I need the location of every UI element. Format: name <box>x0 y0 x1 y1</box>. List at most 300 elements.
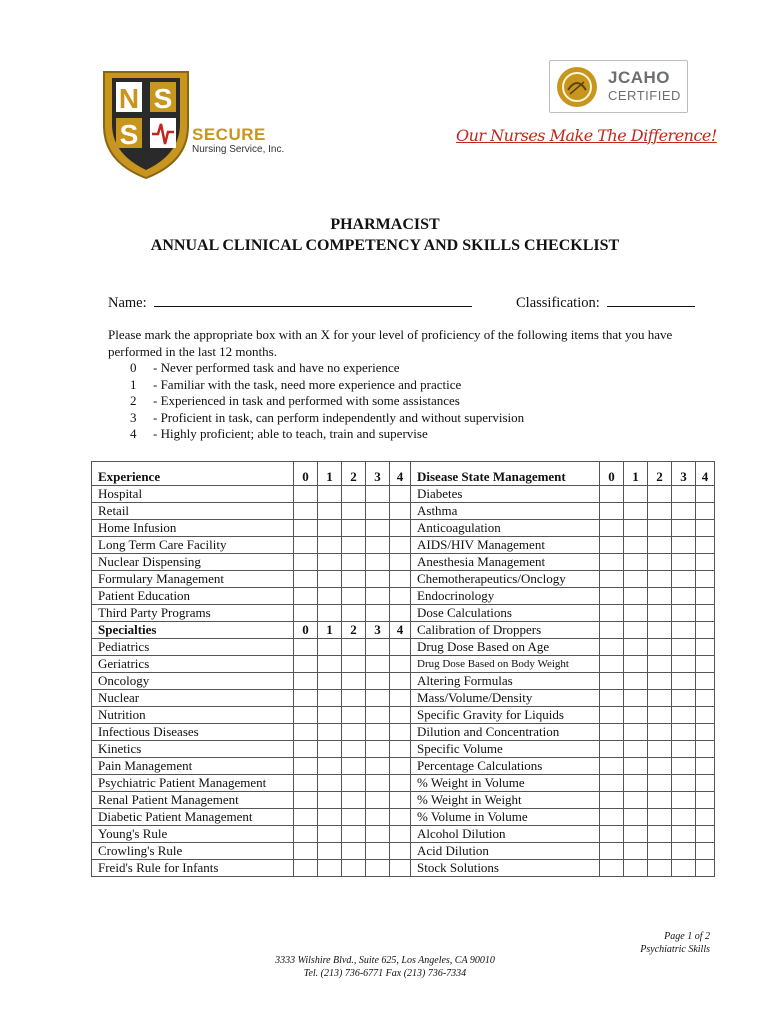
proficiency-checkbox[interactable] <box>318 639 342 656</box>
proficiency-checkbox[interactable] <box>696 741 715 758</box>
proficiency-checkbox[interactable] <box>648 673 672 690</box>
proficiency-checkbox[interactable] <box>366 758 390 775</box>
proficiency-checkbox[interactable] <box>648 690 672 707</box>
level-header: 3 <box>366 622 390 639</box>
proficiency-checkbox[interactable] <box>390 503 411 520</box>
proficiency-checkbox[interactable] <box>696 707 715 724</box>
proficiency-checkbox[interactable] <box>624 741 648 758</box>
proficiency-checkbox[interactable] <box>366 571 390 588</box>
proficiency-checkbox[interactable] <box>696 554 715 571</box>
table-row <box>92 673 715 690</box>
proficiency-checkbox[interactable] <box>624 826 648 843</box>
proficiency-checkbox[interactable] <box>648 724 672 741</box>
logo-letter-s-top: S <box>153 83 173 114</box>
skill-label-right: Mass/Volume/Density <box>411 690 600 707</box>
proficiency-checkbox[interactable] <box>600 588 624 605</box>
proficiency-checkbox[interactable] <box>342 503 366 520</box>
proficiency-checkbox[interactable] <box>648 809 672 826</box>
proficiency-checkbox[interactable] <box>672 792 696 809</box>
footer-address <box>0 954 770 980</box>
proficiency-checkbox[interactable] <box>624 503 648 520</box>
proficiency-checkbox[interactable] <box>294 741 318 758</box>
proficiency-checkbox[interactable] <box>672 843 696 860</box>
proficiency-checkbox[interactable] <box>624 673 648 690</box>
proficiency-checkbox[interactable] <box>390 571 411 588</box>
proficiency-checkbox[interactable] <box>294 656 318 673</box>
skill-label-left: Freid's Rule for Infants <box>92 860 294 877</box>
proficiency-checkbox[interactable] <box>672 520 696 537</box>
proficiency-checkbox[interactable] <box>672 741 696 758</box>
skill-label-right: Drug Dose Based on Body Weight <box>411 656 600 673</box>
proficiency-checkbox[interactable] <box>342 656 366 673</box>
logo-letter-n: N <box>118 83 140 114</box>
proficiency-checkbox[interactable] <box>390 520 411 537</box>
proficiency-checkbox[interactable] <box>624 758 648 775</box>
proficiency-checkbox[interactable] <box>342 588 366 605</box>
specialties-header: Specialties <box>92 622 294 639</box>
proficiency-checkbox[interactable] <box>672 571 696 588</box>
proficiency-checkbox[interactable] <box>648 656 672 673</box>
proficiency-checkbox[interactable] <box>624 639 648 656</box>
proficiency-checkbox[interactable] <box>366 690 390 707</box>
proficiency-checkbox[interactable] <box>366 503 390 520</box>
proficiency-checkbox[interactable] <box>600 622 624 639</box>
proficiency-checkbox[interactable] <box>696 571 715 588</box>
proficiency-checkbox[interactable] <box>318 809 342 826</box>
skill-label-right: Dose Calculations <box>411 605 600 622</box>
proficiency-checkbox[interactable] <box>672 690 696 707</box>
proficiency-checkbox[interactable] <box>342 792 366 809</box>
skill-label-left: Psychiatric Patient Management <box>92 775 294 792</box>
proficiency-checkbox[interactable] <box>342 843 366 860</box>
proficiency-checkbox[interactable] <box>648 860 672 877</box>
proficiency-checkbox[interactable] <box>390 639 411 656</box>
table-row <box>92 503 715 520</box>
proficiency-checkbox[interactable] <box>390 605 411 622</box>
proficiency-checkbox[interactable] <box>318 690 342 707</box>
proficiency-checkbox[interactable] <box>624 860 648 877</box>
proficiency-checkbox[interactable] <box>648 571 672 588</box>
proficiency-checkbox[interactable] <box>342 571 366 588</box>
proficiency-checkbox[interactable] <box>696 486 715 503</box>
proficiency-checkbox[interactable] <box>390 843 411 860</box>
proficiency-checkbox[interactable] <box>366 673 390 690</box>
proficiency-checkbox[interactable] <box>366 843 390 860</box>
proficiency-checkbox[interactable] <box>390 656 411 673</box>
proficiency-checkbox[interactable] <box>696 758 715 775</box>
proficiency-checkbox[interactable] <box>342 554 366 571</box>
proficiency-checkbox[interactable] <box>390 809 411 826</box>
proficiency-checkbox[interactable] <box>318 537 342 554</box>
proficiency-checkbox[interactable] <box>294 486 318 503</box>
proficiency-checkbox[interactable] <box>366 639 390 656</box>
proficiency-checkbox[interactable] <box>318 860 342 877</box>
proficiency-checkbox[interactable] <box>342 860 366 877</box>
scale-item: 0 - Never performed task and have no experience <box>130 360 400 375</box>
skill-label-right: Alcohol Dilution <box>411 826 600 843</box>
proficiency-checkbox[interactable] <box>624 537 648 554</box>
proficiency-checkbox[interactable] <box>648 843 672 860</box>
proficiency-checkbox[interactable] <box>648 775 672 792</box>
proficiency-checkbox[interactable] <box>672 673 696 690</box>
proficiency-checkbox[interactable] <box>342 520 366 537</box>
proficiency-checkbox[interactable] <box>294 520 318 537</box>
proficiency-checkbox[interactable] <box>390 826 411 843</box>
table-row <box>92 724 715 741</box>
proficiency-checkbox[interactable] <box>342 809 366 826</box>
proficiency-checkbox[interactable] <box>366 520 390 537</box>
proficiency-checkbox[interactable] <box>600 741 624 758</box>
skill-label-left: Nutrition <box>92 707 294 724</box>
proficiency-checkbox[interactable] <box>672 503 696 520</box>
proficiency-checkbox[interactable] <box>318 571 342 588</box>
proficiency-checkbox[interactable] <box>600 486 624 503</box>
table-row <box>92 809 715 826</box>
skill-label-right: % Weight in Weight <box>411 792 600 809</box>
proficiency-checkbox[interactable] <box>672 758 696 775</box>
proficiency-checkbox[interactable] <box>318 520 342 537</box>
scale-item: 3 - Proficient in task, can perform independently and without supervision <box>130 409 525 425</box>
proficiency-checkbox[interactable] <box>294 826 318 843</box>
proficiency-checkbox[interactable] <box>672 707 696 724</box>
skill-label-left: Renal Patient Management <box>92 792 294 809</box>
proficiency-checkbox[interactable] <box>318 741 342 758</box>
logo-subname: Nursing Service, Inc. <box>192 144 285 155</box>
proficiency-checkbox[interactable] <box>648 741 672 758</box>
proficiency-checkbox[interactable] <box>294 588 318 605</box>
proficiency-checkbox[interactable] <box>366 724 390 741</box>
proficiency-checkbox[interactable] <box>648 554 672 571</box>
proficiency-checkbox[interactable] <box>648 503 672 520</box>
proficiency-checkbox[interactable] <box>696 673 715 690</box>
skill-label-right: AIDS/HIV Management <box>411 537 600 554</box>
proficiency-checkbox[interactable] <box>318 605 342 622</box>
proficiency-checkbox[interactable] <box>648 639 672 656</box>
proficiency-checkbox[interactable] <box>366 775 390 792</box>
proficiency-checkbox[interactable] <box>672 656 696 673</box>
skills-checklist-table <box>91 461 715 877</box>
skill-label-right: Stock Solutions <box>411 860 600 877</box>
level-header: 3 <box>672 469 696 486</box>
proficiency-checkbox[interactable] <box>294 775 318 792</box>
proficiency-checkbox[interactable] <box>342 826 366 843</box>
proficiency-checkbox[interactable] <box>390 707 411 724</box>
proficiency-checkbox[interactable] <box>390 588 411 605</box>
proficiency-checkbox[interactable] <box>366 486 390 503</box>
proficiency-checkbox[interactable] <box>672 860 696 877</box>
proficiency-checkbox[interactable] <box>648 826 672 843</box>
skill-label-right: Acid Dilution <box>411 843 600 860</box>
proficiency-checkbox[interactable] <box>366 826 390 843</box>
proficiency-checkbox[interactable] <box>672 588 696 605</box>
table-row <box>92 775 715 792</box>
table-row <box>92 486 715 503</box>
proficiency-checkbox[interactable] <box>600 792 624 809</box>
proficiency-checkbox[interactable] <box>294 724 318 741</box>
proficiency-checkbox[interactable] <box>696 537 715 554</box>
skill-label-left: Crowling's Rule <box>92 843 294 860</box>
proficiency-checkbox[interactable] <box>672 537 696 554</box>
proficiency-checkbox[interactable] <box>318 588 342 605</box>
proficiency-checkbox[interactable] <box>624 605 648 622</box>
proficiency-checkbox[interactable] <box>600 503 624 520</box>
level-header: 1 <box>624 469 648 486</box>
proficiency-checkbox[interactable] <box>294 860 318 877</box>
proficiency-checkbox[interactable] <box>342 707 366 724</box>
proficiency-checkbox[interactable] <box>294 537 318 554</box>
proficiency-checkbox[interactable] <box>624 792 648 809</box>
skill-label-right: Anesthesia Management <box>411 554 600 571</box>
proficiency-checkbox[interactable] <box>600 809 624 826</box>
proficiency-checkbox[interactable] <box>600 520 624 537</box>
proficiency-checkbox[interactable] <box>366 588 390 605</box>
page-label: Page 1 of 2 <box>664 931 710 942</box>
proficiency-checkbox[interactable] <box>318 724 342 741</box>
table-header-row <box>92 469 715 486</box>
proficiency-checkbox[interactable] <box>648 758 672 775</box>
proficiency-checkbox[interactable] <box>696 588 715 605</box>
proficiency-checkbox[interactable] <box>624 809 648 826</box>
proficiency-checkbox[interactable] <box>342 537 366 554</box>
proficiency-checkbox[interactable] <box>672 775 696 792</box>
proficiency-checkbox[interactable] <box>672 605 696 622</box>
proficiency-checkbox[interactable] <box>318 843 342 860</box>
proficiency-checkbox[interactable] <box>294 809 318 826</box>
skill-label-left: Kinetics <box>92 741 294 758</box>
skill-label-left: Long Term Care Facility <box>92 537 294 554</box>
proficiency-checkbox[interactable] <box>366 707 390 724</box>
proficiency-checkbox[interactable] <box>696 690 715 707</box>
proficiency-checkbox[interactable] <box>294 673 318 690</box>
proficiency-checkbox[interactable] <box>648 486 672 503</box>
proficiency-checkbox[interactable] <box>600 843 624 860</box>
proficiency-checkbox[interactable] <box>318 707 342 724</box>
proficiency-checkbox[interactable] <box>390 486 411 503</box>
proficiency-checkbox[interactable] <box>318 503 342 520</box>
proficiency-checkbox[interactable] <box>672 554 696 571</box>
proficiency-checkbox[interactable] <box>294 690 318 707</box>
proficiency-checkbox[interactable] <box>648 707 672 724</box>
proficiency-checkbox[interactable] <box>648 605 672 622</box>
logo-name: SECURE <box>192 125 266 144</box>
proficiency-checkbox[interactable] <box>648 537 672 554</box>
skill-label-left: Formulary Management <box>92 571 294 588</box>
proficiency-checkbox[interactable] <box>624 656 648 673</box>
proficiency-checkbox[interactable] <box>366 605 390 622</box>
proficiency-checkbox[interactable] <box>624 622 648 639</box>
table-row <box>92 690 715 707</box>
proficiency-checkbox[interactable] <box>390 673 411 690</box>
table-row <box>92 843 715 860</box>
proficiency-checkbox[interactable] <box>366 792 390 809</box>
proficiency-checkbox[interactable] <box>624 724 648 741</box>
proficiency-checkbox[interactable] <box>600 758 624 775</box>
proficiency-checkbox[interactable] <box>366 554 390 571</box>
proficiency-checkbox[interactable] <box>672 486 696 503</box>
table-row <box>92 826 715 843</box>
proficiency-checkbox[interactable] <box>600 724 624 741</box>
proficiency-checkbox[interactable] <box>342 724 366 741</box>
company-logo <box>100 66 290 182</box>
level-header: 0 <box>294 469 318 486</box>
jcaho-title: JCAHO <box>608 68 671 87</box>
proficiency-checkbox[interactable] <box>600 690 624 707</box>
proficiency-checkbox[interactable] <box>318 656 342 673</box>
proficiency-checkbox[interactable] <box>294 571 318 588</box>
skill-label-right: % Volume in Volume <box>411 809 600 826</box>
proficiency-checkbox[interactable] <box>696 520 715 537</box>
proficiency-checkbox[interactable] <box>696 724 715 741</box>
proficiency-checkbox[interactable] <box>390 758 411 775</box>
proficiency-checkbox[interactable] <box>696 843 715 860</box>
proficiency-checkbox[interactable] <box>696 503 715 520</box>
level-header: 1 <box>318 622 342 639</box>
page-number <box>640 930 710 956</box>
proficiency-checkbox[interactable] <box>672 622 696 639</box>
proficiency-checkbox[interactable] <box>366 656 390 673</box>
skill-label-right: Calibration of Droppers <box>411 622 600 639</box>
proficiency-checkbox[interactable] <box>624 588 648 605</box>
proficiency-checkbox[interactable] <box>672 724 696 741</box>
tagline: Our Nurses Make The Difference! <box>456 126 717 145</box>
skill-label-left: Young's Rule <box>92 826 294 843</box>
skill-label-right: Asthma <box>411 503 600 520</box>
proficiency-checkbox[interactable] <box>390 860 411 877</box>
proficiency-checkbox[interactable] <box>390 792 411 809</box>
proficiency-checkbox[interactable] <box>672 809 696 826</box>
proficiency-checkbox[interactable] <box>318 758 342 775</box>
proficiency-checkbox[interactable] <box>600 673 624 690</box>
proficiency-checkbox[interactable] <box>600 656 624 673</box>
skill-label-left: Home Infusion <box>92 520 294 537</box>
proficiency-checkbox[interactable] <box>672 826 696 843</box>
proficiency-checkbox[interactable] <box>318 792 342 809</box>
proficiency-checkbox[interactable] <box>696 639 715 656</box>
disease-state-header: Disease State Management <box>411 469 600 486</box>
proficiency-checkbox[interactable] <box>318 775 342 792</box>
proficiency-checkbox[interactable] <box>294 792 318 809</box>
proficiency-checkbox[interactable] <box>600 571 624 588</box>
proficiency-checkbox[interactable] <box>342 775 366 792</box>
proficiency-checkbox[interactable] <box>294 639 318 656</box>
skill-label-right: Diabetes <box>411 486 600 503</box>
proficiency-checkbox[interactable] <box>366 537 390 554</box>
proficiency-checkbox[interactable] <box>600 775 624 792</box>
proficiency-checkbox[interactable] <box>390 554 411 571</box>
proficiency-checkbox[interactable] <box>390 775 411 792</box>
proficiency-checkbox[interactable] <box>696 809 715 826</box>
level-header: 1 <box>318 469 342 486</box>
skill-label-right: Specific Gravity for Liquids <box>411 707 600 724</box>
proficiency-checkbox[interactable] <box>366 741 390 758</box>
level-header: 4 <box>696 469 715 486</box>
jcaho-seal-icon <box>556 66 598 108</box>
proficiency-checkbox[interactable] <box>600 860 624 877</box>
table-row <box>92 588 715 605</box>
proficiency-checkbox[interactable] <box>648 792 672 809</box>
table-row <box>92 537 715 554</box>
proficiency-checkbox[interactable] <box>648 622 672 639</box>
proficiency-checkbox[interactable] <box>342 758 366 775</box>
proficiency-checkbox[interactable] <box>624 690 648 707</box>
proficiency-checkbox[interactable] <box>696 605 715 622</box>
proficiency-checkbox[interactable] <box>624 520 648 537</box>
proficiency-checkbox[interactable] <box>600 554 624 571</box>
classification-field[interactable] <box>607 292 695 307</box>
table-row <box>92 571 715 588</box>
proficiency-checkbox[interactable] <box>624 486 648 503</box>
proficiency-checkbox[interactable] <box>624 775 648 792</box>
proficiency-checkbox[interactable] <box>600 537 624 554</box>
proficiency-checkbox[interactable] <box>390 690 411 707</box>
skill-label-right: Dilution and Concentration <box>411 724 600 741</box>
proficiency-checkbox[interactable] <box>600 826 624 843</box>
name-field[interactable] <box>154 292 472 307</box>
scale-item: 2 - Experienced in task and performed with some assistances <box>130 393 460 408</box>
proficiency-checkbox[interactable] <box>318 673 342 690</box>
proficiency-checkbox[interactable] <box>696 826 715 843</box>
proficiency-checkbox[interactable] <box>366 860 390 877</box>
proficiency-checkbox[interactable] <box>294 707 318 724</box>
proficiency-checkbox[interactable] <box>294 605 318 622</box>
proficiency-checkbox[interactable] <box>342 639 366 656</box>
proficiency-checkbox[interactable] <box>696 860 715 877</box>
table-row <box>92 639 715 656</box>
proficiency-checkbox[interactable] <box>318 486 342 503</box>
skill-label-left: Nuclear Dispensing <box>92 554 294 571</box>
proficiency-checkbox[interactable] <box>624 843 648 860</box>
proficiency-checkbox[interactable] <box>696 792 715 809</box>
proficiency-checkbox[interactable] <box>696 656 715 673</box>
proficiency-checkbox[interactable] <box>294 503 318 520</box>
proficiency-checkbox[interactable] <box>366 809 390 826</box>
proficiency-checkbox[interactable] <box>294 758 318 775</box>
proficiency-checkbox[interactable] <box>318 826 342 843</box>
proficiency-checkbox[interactable] <box>696 775 715 792</box>
skill-label-left: Pain Management <box>92 758 294 775</box>
proficiency-checkbox[interactable] <box>390 537 411 554</box>
proficiency-checkbox[interactable] <box>600 707 624 724</box>
table-row <box>92 758 715 775</box>
proficiency-checkbox[interactable] <box>390 741 411 758</box>
table-row <box>92 605 715 622</box>
skill-label-left: Third Party Programs <box>92 605 294 622</box>
proficiency-checkbox[interactable] <box>600 605 624 622</box>
skill-label-right: Altering Formulas <box>411 673 600 690</box>
proficiency-checkbox[interactable] <box>294 843 318 860</box>
proficiency-checkbox[interactable] <box>624 707 648 724</box>
skill-label-left: Geriatrics <box>92 656 294 673</box>
skill-label-left: Diabetic Patient Management <box>92 809 294 826</box>
proficiency-checkbox[interactable] <box>624 571 648 588</box>
proficiency-checkbox[interactable] <box>342 673 366 690</box>
level-header: 4 <box>390 622 411 639</box>
proficiency-checkbox[interactable] <box>342 741 366 758</box>
proficiency-checkbox[interactable] <box>318 554 342 571</box>
proficiency-checkbox[interactable] <box>342 486 366 503</box>
proficiency-checkbox[interactable] <box>342 690 366 707</box>
proficiency-checkbox[interactable] <box>648 588 672 605</box>
proficiency-checkbox[interactable] <box>342 605 366 622</box>
proficiency-checkbox[interactable] <box>672 639 696 656</box>
proficiency-checkbox[interactable] <box>624 554 648 571</box>
proficiency-checkbox[interactable] <box>294 554 318 571</box>
proficiency-checkbox[interactable] <box>696 622 715 639</box>
proficiency-checkbox[interactable] <box>390 724 411 741</box>
proficiency-checkbox[interactable] <box>600 639 624 656</box>
proficiency-checkbox[interactable] <box>648 520 672 537</box>
skill-label-right: Specific Volume <box>411 741 600 758</box>
